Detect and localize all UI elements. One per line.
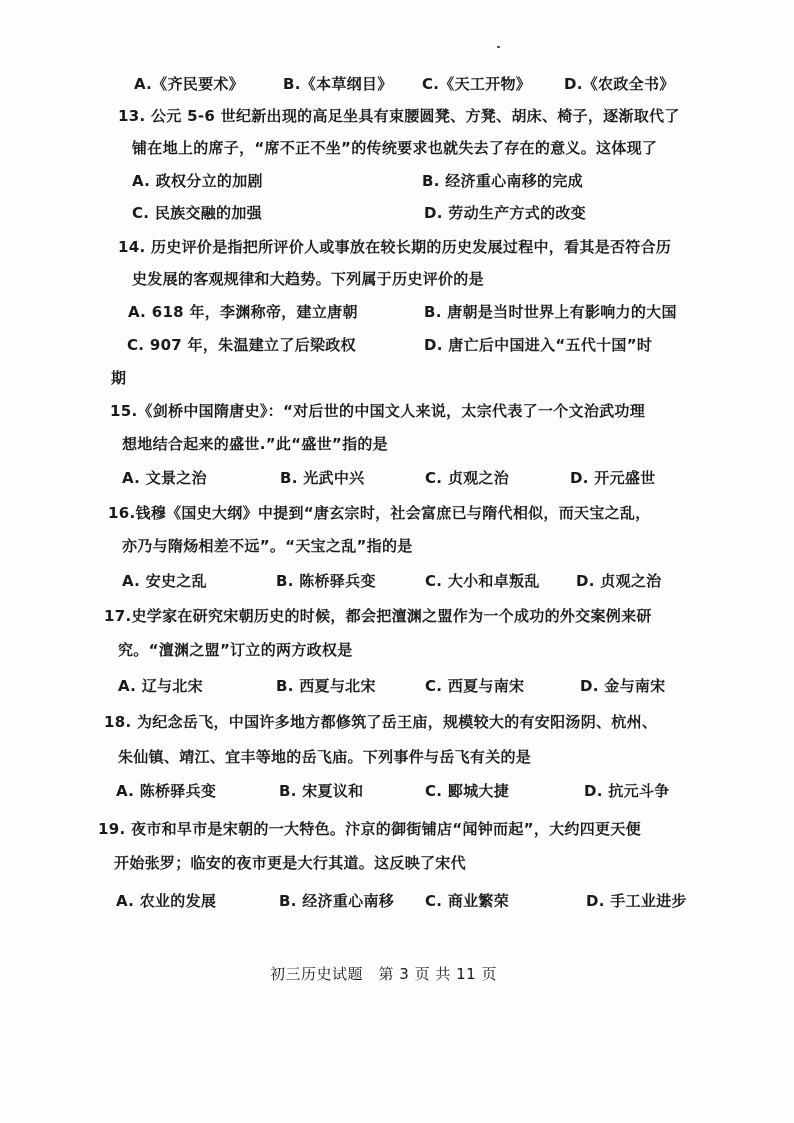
page-footer: 初三历史试题 第 3 页 共 11 页	[270, 965, 497, 983]
q12-option-d: D.《农政全书》	[564, 75, 675, 93]
q13-option-a: A. 政权分立的加剧	[132, 172, 263, 190]
q15-stem-line2: 想地结合起来的盛世.”此“盛世”指的是	[122, 435, 388, 453]
q16-stem-line2: 亦乃与隋炀相差不远”。“天宝之乱”指的是	[122, 537, 413, 555]
q14-option-c: C. 907 年，朱温建立了后梁政权	[127, 336, 356, 354]
q19-option-c: C. 商业繁荣	[425, 892, 510, 910]
q19-option-a: A. 农业的发展	[116, 892, 217, 910]
q18-option-d: D. 抗元斗争	[584, 782, 670, 800]
q15-option-a: A. 文景之治	[122, 469, 207, 487]
q12-option-c: C.《天工开物》	[422, 75, 532, 93]
q14-option-d-wrap: 期	[111, 369, 127, 387]
q17-option-d: D. 金与南宋	[580, 677, 666, 695]
q15-option-b: B. 光武中兴	[280, 469, 365, 487]
q13-stem-line1: 13. 公元 5-6 世纪新出现的高足坐具有束腰圆凳、方凳、胡床、椅子，逐渐取代了	[118, 107, 680, 125]
q19-option-b: B. 经济重心南移	[279, 892, 395, 910]
q15-stem-line1: 15.《剑桥中国隋唐史》：“对后世的中国文人来说，太宗代表了一个文治武功理	[110, 402, 646, 420]
q19-option-d: D. 手工业进步	[586, 892, 687, 910]
q18-stem-line2: 朱仙镇、靖江、宜丰等地的岳飞庙。下列事件与岳飞有关的是	[118, 748, 532, 766]
q12-option-a: A.《齐民要术》	[134, 75, 244, 93]
q16-option-d: D. 贞观之治	[576, 572, 662, 590]
q17-option-c: C. 西夏与南宋	[425, 677, 525, 695]
q16-option-b: B. 陈桥驿兵变	[276, 572, 376, 590]
q18-option-c: C. 郾城大捷	[425, 782, 510, 800]
q18-option-b: B. 宋夏议和	[279, 782, 364, 800]
q12-option-b: B.《本草纲目》	[283, 75, 393, 93]
q13-stem-line2: 铺在地上的席子，“席不正不坐”的传统要求也就失去了存在的意义。这体现了	[132, 139, 658, 157]
q16-stem-line1: 16.钱穆《国史大纲》中提到“唐玄宗时，社会富庶已与隋代相似，而天宝之乱，	[108, 504, 651, 522]
q16-option-a: A. 安史之乱	[122, 572, 207, 590]
q17-option-a: A. 辽与北宋	[118, 677, 203, 695]
q15-option-d: D. 开元盛世	[570, 469, 656, 487]
q14-option-a: A. 618 年，李渊称帝，建立唐朝	[128, 303, 358, 321]
q13-option-c: C. 民族交融的加强	[132, 204, 262, 222]
scan-speck	[497, 46, 500, 48]
q17-stem-line1: 17.史学家在研究宋朝历史的时候，都会把澶渊之盟作为一个成功的外交案例来研	[104, 607, 652, 625]
q18-option-a: A. 陈桥驿兵变	[116, 782, 217, 800]
q15-option-c: C. 贞观之治	[425, 469, 510, 487]
q17-stem-line2: 究。“澶渊之盟”订立的两方政权是	[118, 641, 353, 659]
q13-option-d: D. 劳动生产方式的改变	[424, 204, 586, 222]
q16-option-c: C. 大小和卓叛乱	[425, 572, 540, 590]
q19-stem-line1: 19. 夜市和早市是宋朝的一大特色。汴京的御街铺店“闻钟而起”，大约四更天便	[98, 820, 641, 838]
q14-stem-line1: 14. 历史评价是指把所评价人或事放在较长期的历史发展过程中，看其是否符合历	[118, 238, 672, 256]
q13-option-b: B. 经济重心南移的完成	[422, 172, 583, 190]
q19-stem-line2: 开始张罗；临安的夜市更是大行其道。这反映了宋代	[114, 854, 466, 872]
q14-option-d: D. 唐亡后中国进入“五代十国”时	[424, 336, 653, 354]
q14-stem-line2: 史发展的客观规律和大趋势。下列属于历史评价的是	[132, 270, 484, 288]
q17-option-b: B. 西夏与北宋	[276, 677, 376, 695]
q14-option-b: B. 唐朝是当时世界上有影响力的大国	[424, 303, 677, 321]
q18-stem-line1: 18. 为纪念岳飞，中国许多地方都修筑了岳王庙，规模较大的有安阳汤阴、杭州、	[104, 713, 658, 731]
